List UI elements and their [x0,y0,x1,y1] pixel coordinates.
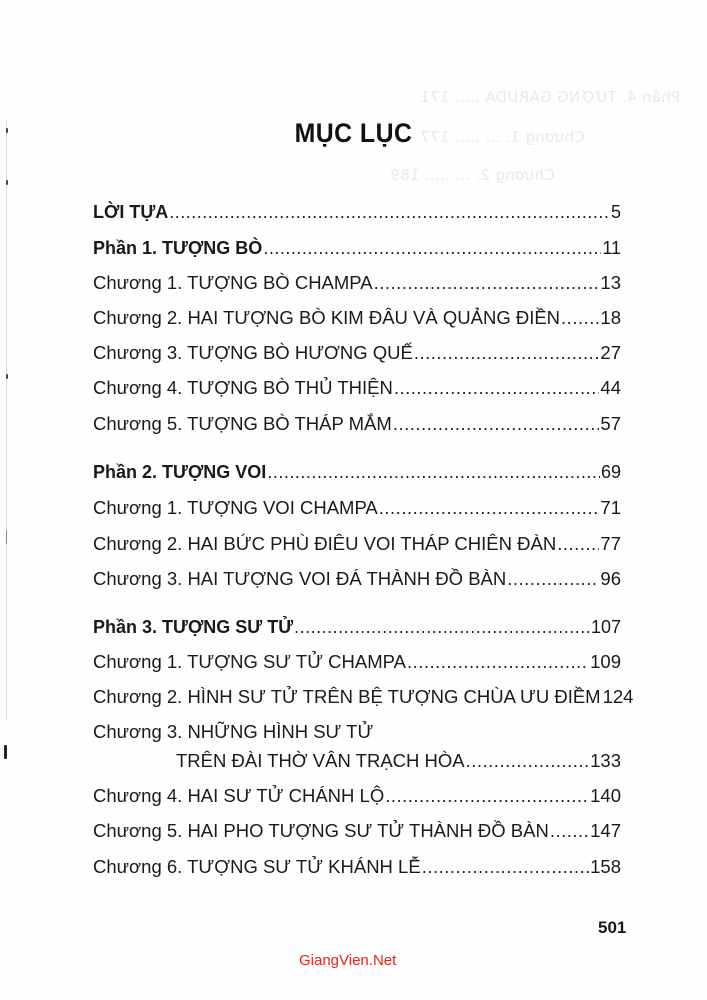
toc-entry-page: 11 [602,238,621,258]
toc-entry-page: 109 [590,651,621,672]
toc-entry-page: 13 [600,272,621,293]
dot-leader [414,342,600,364]
toc-entry-part[interactable] [93,237,621,259]
toc-entry-page: 18 [600,307,621,328]
toc-entry-label: Chương 4. HAI SƯ TỬ CHÁNH LỘ [93,785,385,806]
binding-mark [6,530,7,544]
toc-entry-label: Chương 5. HAI PHO TƯỢNG SƯ TỬ THÀNH ĐỒ BÀN [93,820,549,841]
bleed-through-line: Chương 2. ... ..... 189 [390,166,555,184]
dot-leader [267,461,600,483]
dot-leader [561,307,599,329]
toc-entry-label: Chương 2. HAI BỨC PHÙ ĐIÊU VOI THÁP CHIÊN ĐÀN [93,533,557,554]
dot-leader [379,497,600,519]
toc-entry-front-matter[interactable] [93,201,621,223]
toc-entry-label-continuation: TRÊN ĐÀI THỜ VÂN TRẠCH HÒA [176,750,465,771]
dot-leader [385,785,589,807]
toc-entry-page: 147 [590,820,621,841]
toc-entry-label: Phần 3. TƯỢNG SƯ TỬ [93,617,294,637]
toc-entry-page: 107 [590,617,621,637]
toc-entry-label: Chương 1. TƯỢNG VOI CHAMPA [93,497,378,518]
dot-leader [407,651,589,673]
toc-entry-chapter[interactable] [93,856,621,878]
toc-entry-label: Phần 1. TƯỢNG BÒ [93,238,263,258]
dot-leader [557,533,599,555]
toc-entry-page: 77 [600,533,621,554]
toc-entry-label: Chương 2. HÌNH SƯ TỬ TRÊN BỆ TƯỢNG CHÙA ƯU ĐIỀM [93,686,601,707]
dot-leader [169,201,610,223]
toc-entry-label: Phần 2. TƯỢNG VOI [93,462,267,482]
dot-leader [422,856,589,878]
bleed-through-line: Phần 4. TƯỢNG GARUDA ..... 171 [420,88,681,106]
toc-entry-page: 71 [600,497,621,518]
binding-edge-line [6,120,7,720]
toc-entry-page: 5 [610,202,621,222]
toc-entry-chapter[interactable] [93,272,621,294]
toc-entry-label: Chương 3. HAI TƯỢNG VOI ĐÁ THÀNH ĐỒ BÀN [93,568,507,589]
toc-entry-label: Chương 5. TƯỢNG BÒ THÁP MẮM [93,413,392,434]
toc-entry-chapter[interactable] [93,568,621,590]
toc-entry-page: 158 [590,856,621,877]
watermark-link[interactable]: GiangVien.Net [299,952,397,969]
toc-entry-chapter[interactable] [93,377,621,399]
toc-entry-chapter[interactable] [93,651,621,673]
bleed-through-line: Chương 1. ... ..... 177 [420,128,585,146]
toc-entry-page: 69 [600,462,621,482]
toc-entry-chapter[interactable] [93,533,621,555]
toc-entry-chapter[interactable] [93,820,621,842]
toc-entry-label: Chương 2. HAI TƯỢNG BÒ KIM ĐÂU VÀ QUẢNG ĐIỀN [93,307,561,328]
toc-entry-chapter[interactable] [93,413,621,435]
toc-entry-page: 57 [600,413,621,434]
toc-entry-page: 27 [600,342,621,363]
toc-entry-page: 140 [590,785,621,806]
toc-entry-page: 133 [590,750,621,771]
toc-entry-chapter[interactable] [93,342,621,364]
toc-entry-label: Chương 3. NHỮNG HÌNH SƯ TỬ [93,721,374,742]
toc-entry-label: Chương 4. TƯỢNG BÒ THỦ THIỆN [93,377,393,398]
toc-entry-chapter[interactable] [93,497,621,519]
toc-entry-label: Chương 3. TƯỢNG BÒ HƯƠNG QUẾ [93,342,413,363]
dot-leader [374,272,600,294]
toc-entry-page: 44 [600,377,621,398]
dot-leader [263,237,601,259]
toc-entry-chapter[interactable] [93,307,621,329]
dot-leader [393,413,600,435]
dot-leader [507,568,599,590]
toc-entry-part[interactable] [93,616,621,638]
dot-leader [294,616,590,638]
dot-leader [466,750,590,772]
toc-entry-page: 124 [602,686,634,707]
dot-leader [394,377,600,399]
binding-mark [6,180,8,185]
toc-entry-label: LỜI TỰA [93,202,169,222]
binding-mark [6,128,8,133]
page-number: 501 [598,918,627,937]
toc-entry-part[interactable] [93,461,621,483]
toc-entry-label: Chương 6. TƯỢNG SƯ TỬ KHÁNH LỄ [93,856,421,877]
toc-entry-chapter[interactable] [93,785,621,807]
binding-mark [6,374,8,379]
toc-entry-chapter-first-line[interactable] [93,721,621,743]
toc-entry-chapter-continuation[interactable] [176,750,621,772]
binding-mark [4,745,7,759]
toc-entry-label: Chương 1. TƯỢNG BÒ CHAMPA [93,272,373,293]
toc-entry-page: 96 [600,568,621,589]
toc-entry-chapter[interactable] [93,686,634,708]
dot-leader [550,820,589,842]
toc-entry-label: Chương 1. TƯỢNG SƯ TỬ CHAMPA [93,651,406,672]
page-title: MỤC LỤC [294,118,413,148]
